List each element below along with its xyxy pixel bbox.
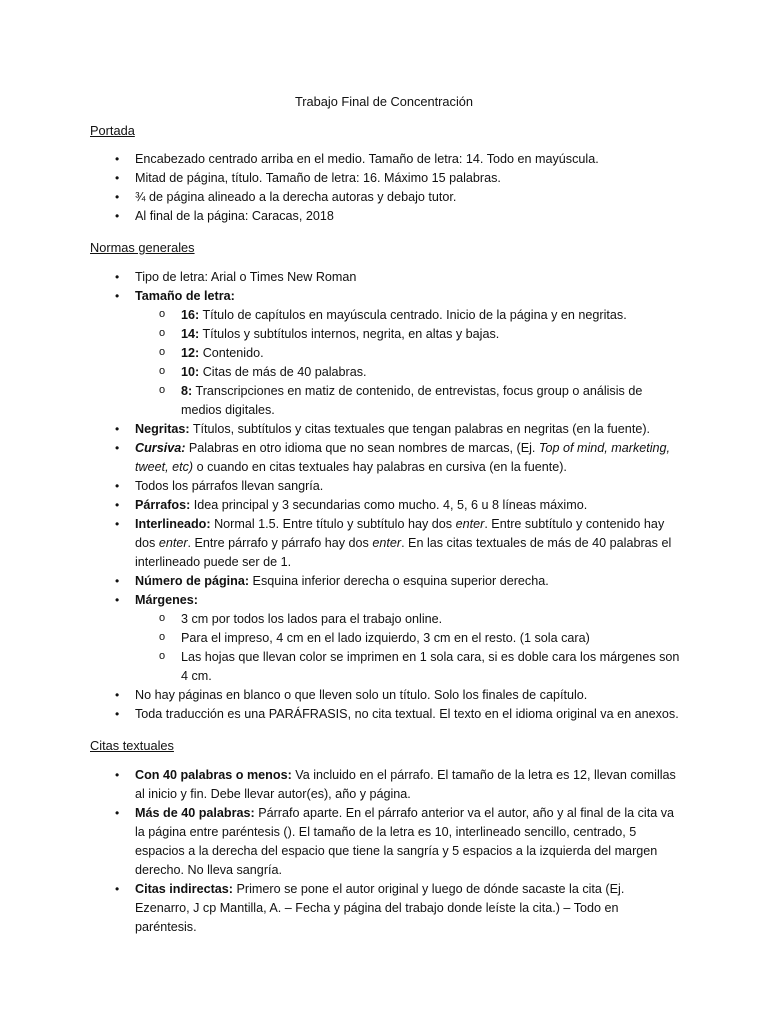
list-item-tamano — [90, 287, 680, 420]
sub-item-text: Citas de más de 40 palabras. — [199, 365, 367, 379]
sub-item-text: Título de capítulos en mayúscula centrado. Inicio de la página y en negritas. — [199, 308, 627, 322]
item-italic: enter — [455, 517, 485, 531]
item-text: . En las citas textuales de más de 40 palabras el interlineado puede ser de 1. — [135, 536, 672, 569]
item-label: Negritas: — [135, 422, 190, 436]
tamano-label: Tamaño de letra: — [135, 289, 235, 303]
sub-item — [135, 363, 680, 382]
item-text: Va incluido en el párrafo. El tamaño de la letra es 12, llevan comillas al inicio y fin. Debe llevar autor(es), año y página. — [135, 768, 676, 801]
item-label: Citas indirectas: — [135, 882, 233, 896]
item-label: Interlineado: — [135, 517, 211, 531]
item-text: . Entre párrafo y párrafo hay dos — [187, 536, 373, 550]
item-label: Márgenes: — [135, 593, 198, 607]
sub-item: o Las hojas que llevan color se imprimen en 1 sola cara, si es doble cara los márgenes son 4 cm. — [135, 648, 680, 686]
sub-item-size: 12: — [181, 346, 200, 360]
list-item-margenes — [90, 591, 680, 686]
list-item-sangria: • Todos los párrafos llevan sangría. — [90, 477, 680, 496]
list-item-interlineado — [90, 515, 680, 572]
section-heading-portada: Portada — [90, 123, 135, 138]
item-text: Idea principal y 3 secundarias como mucho. 4, 5, 6 u 8 líneas máximo. — [190, 498, 588, 512]
list-item-numero-pagina — [90, 572, 680, 591]
item-italic: enter — [158, 536, 188, 550]
sub-item — [135, 344, 680, 363]
item-text: Párrafo aparte. En el párrafo anterior va el autor, año y al final de la cita va la página entre paréntesis (). El tamaño de la letra es 10, interlineado sencillo, centrado, 5 espacios a la derecha del espacio que tiene la sangría y 5 espacios a la izquierda del margen derecho. No lleva sangría. — [135, 806, 675, 877]
item-text: Esquina inferior derecha o esquina superior derecha. — [249, 574, 549, 588]
item-italic: Top of mind, marketing, tweet, etc) — [135, 441, 671, 474]
list-item: • ¾ de página alineado a la derecha autoras y debajo tutor. — [90, 188, 680, 207]
list-item-tipo-letra: • Tipo de letra: Arial o Times New Roman — [90, 268, 680, 287]
sub-item-size: 8: — [181, 384, 193, 398]
sub-item — [135, 306, 680, 325]
item-text: Primero se pone el autor original y luego de dónde sacaste la cita (Ej. Ezenarro, J cp Mantilla, A. – Fecha y página del trabajo donde leíste la cita.) – Todo en paréntesis. — [135, 882, 625, 934]
item-text: o cuando en citas textuales hay palabras en cursiva (en la fuente). — [193, 460, 567, 474]
sub-item-size: 14: — [181, 327, 200, 341]
sub-item: o 3 cm por todos los lados para el trabajo online. — [135, 610, 680, 629]
list-item-cursiva — [90, 439, 680, 477]
item-text: Normal 1.5. Entre título y subtítulo hay dos — [210, 517, 456, 531]
item-label: Cursiva: — [135, 441, 186, 455]
list-item-negritas — [90, 420, 680, 439]
item-text: Palabras en otro idioma que no sean nombres de marcas, (Ej. — [185, 441, 539, 455]
sub-item-text: Contenido. — [199, 346, 264, 360]
list-item-paginas-blanco: • No hay páginas en blanco o que lleven solo un título. Solo los finales de capítulo. — [90, 686, 680, 705]
citas-list — [90, 766, 680, 937]
item-text: . Entre subtítulo y contenido hay dos — [135, 517, 665, 550]
sub-item-text: Títulos y subtítulos internos, negrita, en altas y bajas. — [199, 327, 500, 341]
sub-item-size: 10: — [181, 365, 200, 379]
sub-item-size: 16: — [181, 308, 200, 322]
tamano-sublist — [135, 306, 680, 420]
list-item-traduccion: • Toda traducción es una PARÁFRASIS, no cita textual. El texto en el idioma original va en anexos. — [90, 705, 680, 724]
item-italic: enter — [372, 536, 402, 550]
margenes-sublist — [135, 610, 680, 686]
item-label: Número de página: — [135, 574, 250, 588]
portada-list — [90, 150, 680, 226]
item-label: Con 40 palabras o menos: — [135, 768, 292, 782]
normas-list — [90, 268, 680, 724]
document-title: Trabajo Final de Concentración — [294, 94, 474, 109]
item-label: Más de 40 palabras: — [135, 806, 255, 820]
list-item: • Al final de la página: Caracas, 2018 — [90, 207, 680, 226]
list-item — [90, 804, 680, 880]
sub-item — [135, 325, 680, 344]
list-item-parrafos — [90, 496, 680, 515]
sub-item — [135, 382, 680, 420]
section-heading-normas: Normas generales — [90, 240, 195, 255]
list-item — [90, 880, 680, 937]
list-item: • Encabezado centrado arriba en el medio. Tamaño de letra: 14. Todo en mayúscula. — [90, 150, 680, 169]
section-heading-citas: Citas textuales — [90, 738, 174, 753]
item-text: Títulos, subtítulos y citas textuales que tengan palabras en negritas (en la fuente). — [189, 422, 651, 436]
sub-item-text: Transcripciones en matiz de contenido, de entrevistas, focus group o análisis de medios digitales. — [181, 384, 643, 417]
sub-item: o Para el impreso, 4 cm en el lado izquierdo, 3 cm en el resto. (1 sola cara) — [135, 629, 680, 648]
list-item: • Mitad de página, título. Tamaño de letra: 16. Máximo 15 palabras. — [90, 169, 680, 188]
item-label: Párrafos: — [135, 498, 191, 512]
list-item — [90, 766, 680, 804]
